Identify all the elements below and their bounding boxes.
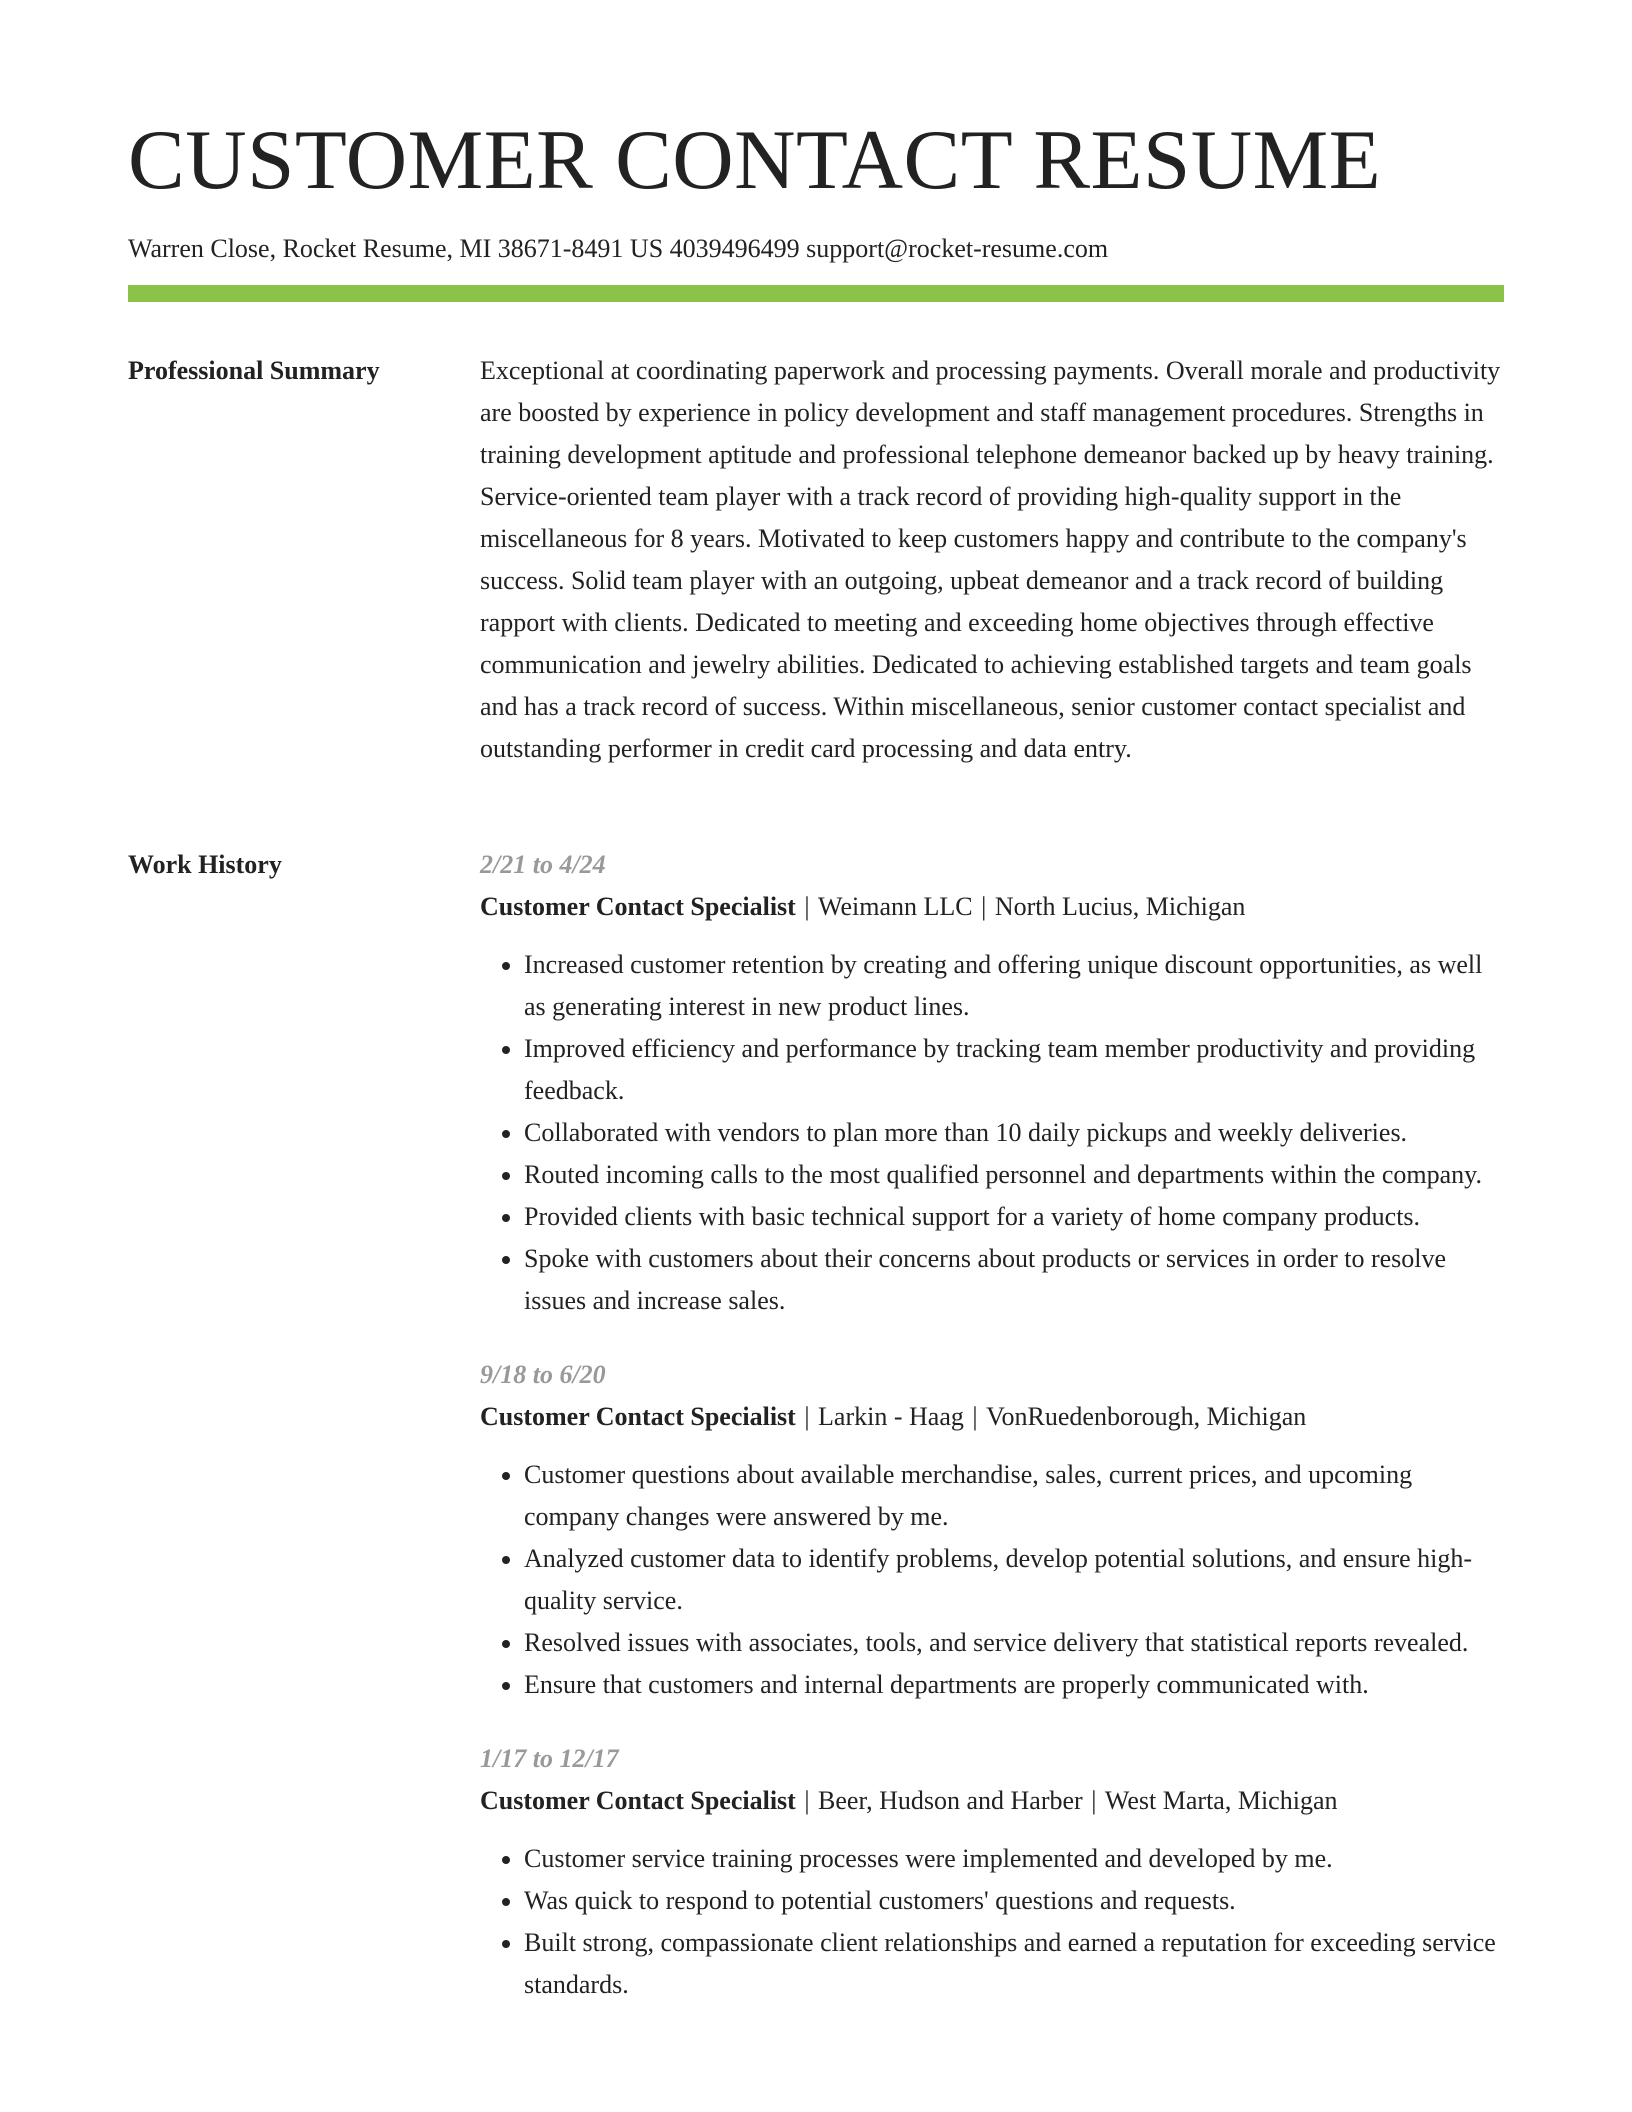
job-bullet: • Built strong, compassionate client relationships and earned a reputation for exceeding service standards. [524,1922,1504,2006]
job-dates: 2/21 to 4/24 [480,850,606,879]
professional-summary-text: Exceptional at coordinating paperwork and processing payments. Overall morale and productivity are boosted by experience in policy development and staff management procedures. Strengths in training development aptitude and professional telephone demeanor backed up by heavy training. Service-oriented team player with a track record of providing high-quality support in the miscellaneous for 8 years. Motivated to keep customers happy and contribute to the company's success. Solid team player with an outgoing, upbeat demeanor and a track record of building rapport with clients. Dedicated to meeting and exceeding home objectives through effective communication and jewelry abilities. Dedicated to achieving established targets and team goals and has a track record of success. Within miscellaneous, senior customer contact specialist and outstanding performer in credit card processing and data entry. [480,356,1501,763]
section-heading-professional-summary: Professional Summary [128,356,380,385]
job-bullet: • Ensure that customers and internal departments are properly communicated with. [524,1664,1504,1706]
job-bullet: • Routed incoming calls to the most qualified personnel and departments within the company. [524,1154,1504,1196]
job-bullet: • Improved efficiency and performance by tracking team member productivity and providing feedback. [524,1028,1504,1112]
job-bullet-list [480,1838,1504,2006]
job-bullet: • Resolved issues with associates, tools, and service delivery that statistical reports revealed. [524,1622,1504,1664]
contact-email: support@rocket-resume.com [806,234,1109,263]
contact-country: US [629,234,664,263]
job-bullet-list [480,1454,1504,1706]
job-title: Customer Contact Specialist [480,892,796,921]
job-heading [480,886,1504,928]
job-entry [480,844,1504,1322]
job-bullet: • Increased customer retention by creating and offering unique discount opportunities, as well as generating interest in new product lines. [524,944,1504,1028]
job-company: Beer, Hudson and Harber [818,1786,1083,1815]
contact-name: Warren Close, [128,234,277,263]
job-bullet: • Customer service training processes were implemented and developed by me. [524,1838,1504,1880]
job-location: West Marta, Michigan [1104,1786,1338,1815]
job-bullet: • Provided clients with basic technical support for a variety of home company products. [524,1196,1504,1238]
job-company: Weimann LLC [818,892,973,921]
job-dates: 1/17 to 12/17 [480,1744,619,1773]
separator: | [1084,1786,1103,1815]
separator: | [797,892,817,921]
separator: | [965,1402,985,1431]
job-entry [480,1738,1504,2006]
job-company: Larkin - Haag [818,1402,964,1431]
separator: | [797,1786,817,1815]
resume-title: CUSTOMER CONTACT RESUME [128,113,1382,207]
job-entry [480,1354,1504,1706]
separator: | [797,1402,817,1431]
job-bullet-list [480,944,1504,1322]
contact-phone: 4039496499 [669,234,800,263]
job-bullet: • Customer questions about available merchandise, sales, current prices, and upcoming company changes were answered by me. [524,1454,1504,1538]
job-dates: 9/18 to 6/20 [480,1360,606,1389]
job-title: Customer Contact Specialist [480,1402,796,1431]
work-history-list [480,844,1504,2038]
contact-city-state: Rocket Resume, MI 38671-8491 [282,234,624,263]
separator: | [974,892,993,921]
section-heading-work-history: Work History [128,850,282,879]
job-bullet: • Analyzed customer data to identify problems, develop potential solutions, and ensure high-quality service. [524,1538,1504,1622]
job-bullet: • Collaborated with vendors to plan more than 10 daily pickups and weekly deliveries. [524,1112,1504,1154]
job-location: VonRuedenborough, Michigan [986,1402,1307,1431]
header-divider [128,285,1504,302]
job-location: North Lucius, Michigan [994,892,1246,921]
job-bullet: • Spoke with customers about their concerns about products or services in order to resolve issues and increase sales. [524,1238,1504,1322]
job-heading [480,1396,1504,1438]
job-heading [480,1780,1504,1822]
contact-line [128,232,1108,266]
job-bullet: • Was quick to respond to potential customers' questions and requests. [524,1880,1504,1922]
job-title: Customer Contact Specialist [480,1786,796,1815]
